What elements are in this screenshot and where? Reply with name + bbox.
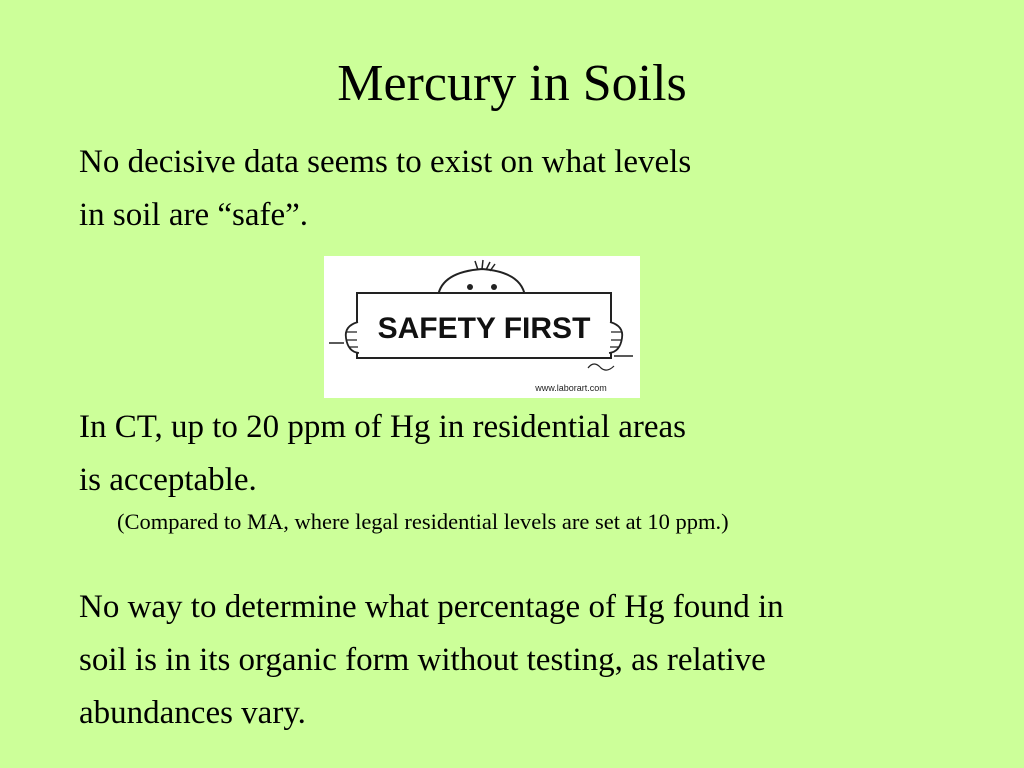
paragraph-2-line-1: In CT, up to 20 ppm of Hg in residential areas [79,409,687,445]
safety-first-clipart [324,256,640,398]
paragraph-1-line-2: in soil are “safe”. [79,197,309,233]
paragraph-2-note: (Compared to MA, where legal residential levels are set at 10 ppm.) [117,509,729,534]
paragraph-1-line-1: No decisive data seems to exist on what levels [79,144,692,180]
image-credit: www.laborart.com [535,383,607,393]
paragraph-3-line-2: soil is in its organic form without testing, as relative [79,642,766,678]
paragraph-3-line-1: No way to determine what percentage of Hg found in [79,589,784,625]
paragraph-3-line-3: abundances vary. [79,695,306,731]
slide-title: Mercury in Soils [337,55,687,112]
sign-text: SAFETY FIRST [377,312,591,345]
paragraph-2-line-2: is acceptable. [79,462,257,498]
